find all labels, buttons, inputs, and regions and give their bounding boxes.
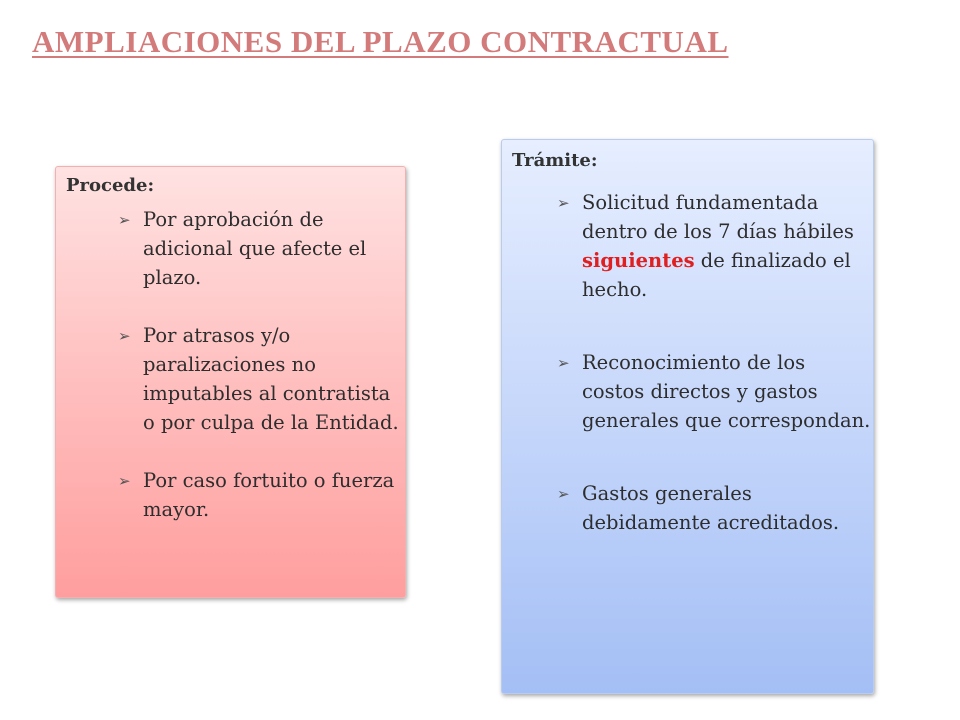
- procede-box: [55, 166, 406, 598]
- list-item-text: Por caso fortuito o fuerza mayor.: [143, 469, 395, 521]
- tramite-heading: Trámite:: [512, 150, 598, 171]
- list-item-text-after: de finalizado el hecho.: [582, 249, 851, 301]
- list-item-text: Por aprobación de adicional que afecte el plazo.: [143, 208, 367, 289]
- list-item: [118, 466, 403, 524]
- list-item: [118, 321, 403, 437]
- arrow-bullet-icon: ➢: [557, 485, 570, 503]
- arrow-bullet-icon: ➢: [118, 327, 131, 345]
- list-item: [557, 188, 872, 304]
- arrow-bullet-icon: ➢: [557, 354, 570, 372]
- tramite-list: [557, 188, 872, 537]
- list-item: [557, 479, 872, 537]
- procede-heading: Procede:: [66, 175, 155, 196]
- list-item-text: Reconocimiento de los costos directos y gastos generales que correspondan.: [582, 351, 871, 432]
- arrow-bullet-icon: ➢: [118, 472, 131, 490]
- list-item-text-before: Solicitud fundamentada dentro de los 7 días hábiles: [582, 191, 854, 243]
- arrow-bullet-icon: ➢: [118, 211, 131, 229]
- list-item-text: Por atrasos y/o paralizaciones no imputables al contratista o por culpa de la Entidad.: [143, 324, 399, 434]
- highlight-word: siguientes: [582, 249, 695, 272]
- list-item: [118, 205, 403, 292]
- procede-list: [118, 205, 403, 524]
- list-item-text: Gastos generales debidamente acreditados.: [582, 482, 840, 534]
- list-item: [557, 348, 872, 435]
- arrow-bullet-icon: ➢: [557, 194, 570, 212]
- tramite-box: [501, 139, 874, 694]
- slide-title: AMPLIACIONES DEL PLAZO CONTRACTUAL: [32, 24, 729, 59]
